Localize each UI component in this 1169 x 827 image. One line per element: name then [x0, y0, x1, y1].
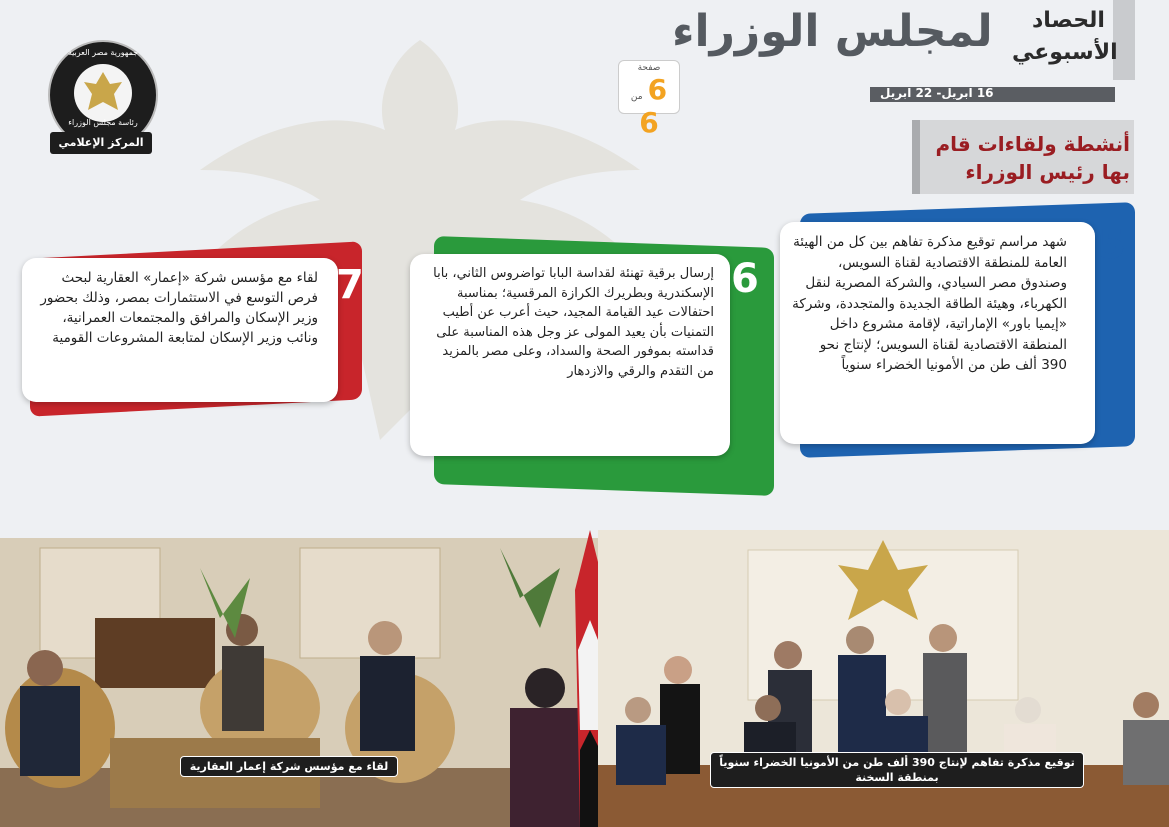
logo-bottom-text: رئاسة مجلس الوزراء	[68, 118, 138, 127]
section-title-line1: أنشطة ولقاءات قام	[935, 132, 1130, 156]
header-subtitle-line2: الأسبوعي	[1012, 40, 1118, 65]
page-indicator	[618, 60, 680, 139]
meeting-photo-caption: لقاء مع مؤسس شركة إعمار العقارية	[180, 756, 398, 777]
section-title	[920, 130, 1130, 186]
item-6-number: 6	[731, 256, 759, 302]
item-5-card	[780, 222, 1095, 444]
meeting-photo	[0, 538, 598, 827]
logo-top-text: جمهورية مصر العربية	[67, 48, 139, 57]
date-range: 16 ابريل- 22 ابريل	[880, 86, 994, 100]
page-label: صفحة	[637, 63, 661, 73]
item-6-card	[410, 254, 730, 456]
section-title-line2: بها رئيس الوزراء	[965, 160, 1130, 184]
section-title-shadow	[912, 120, 920, 194]
item-5-text: شهد مراسم توقيع مذكرة تفاهم بين كل من الهيئة العامة للمنطقة الاقتصادية لقناة السويس، وصندوق مصر السيادي، والشركة المصرية لنقل الكهرباء، وهيئة الطاقة الجديدة والمتجددة، وشركة «إيميا باور» الإماراتية، لإقامة مشروع داخل المنطقة الاقتصادية لقناة السويس؛ لإنتاج نحو 390 ألف طن من الأمونيا الخضراء سنوياً	[792, 234, 1067, 373]
item-5-number: 5	[1098, 222, 1126, 268]
signing-photo-caption: توقيع مذكرة تفاهم لإنتاج 390 ألف طن من الأمونيا الخضراء سنوياً بمنطقة السخنة	[710, 752, 1084, 788]
page-current: 6	[647, 73, 668, 106]
item-7-card	[22, 258, 338, 402]
header-title: لمجلس الوزراء	[672, 6, 993, 57]
header-subtitle-line1: الحصاد	[1032, 8, 1105, 33]
item-7-number: 7	[336, 262, 364, 308]
page-of: من	[630, 92, 643, 102]
eagle-icon	[74, 64, 132, 122]
signing-ceremony-photo	[598, 530, 1169, 827]
page-total: 6	[639, 106, 659, 139]
cabinet-media-center-logo	[48, 40, 156, 160]
logo-ribbon: المركز الإعلامي	[50, 132, 152, 154]
item-7-text: لقاء مع مؤسس شركة «إعمار» العقارية لبحث فرص التوسع في الاستثمارات بمصر، وذلك بحضور وزير الإسكان والمرافق والمجتمعات العمرانية، ونائب وزير الإسكان لمتابعة المشروعات القومية	[40, 270, 318, 346]
meeting-photo-illustration	[0, 538, 598, 827]
item-6-text: إرسال برقية تهنئة لقداسة البابا تواضروس الثاني، بابا الإسكندرية وبطريرك الكرازة المرقسية؛ بمناسبة احتفالات عيد القيامة المجيد، حيث أعرب عن أطيب التمنيات بأن يعيد المولى عز وجل هذه المناسبة على قداسته بموفور الصحة والسداد، وعلى مصر بالمزيد من التقدم والرقي والازدهار	[433, 266, 714, 379]
